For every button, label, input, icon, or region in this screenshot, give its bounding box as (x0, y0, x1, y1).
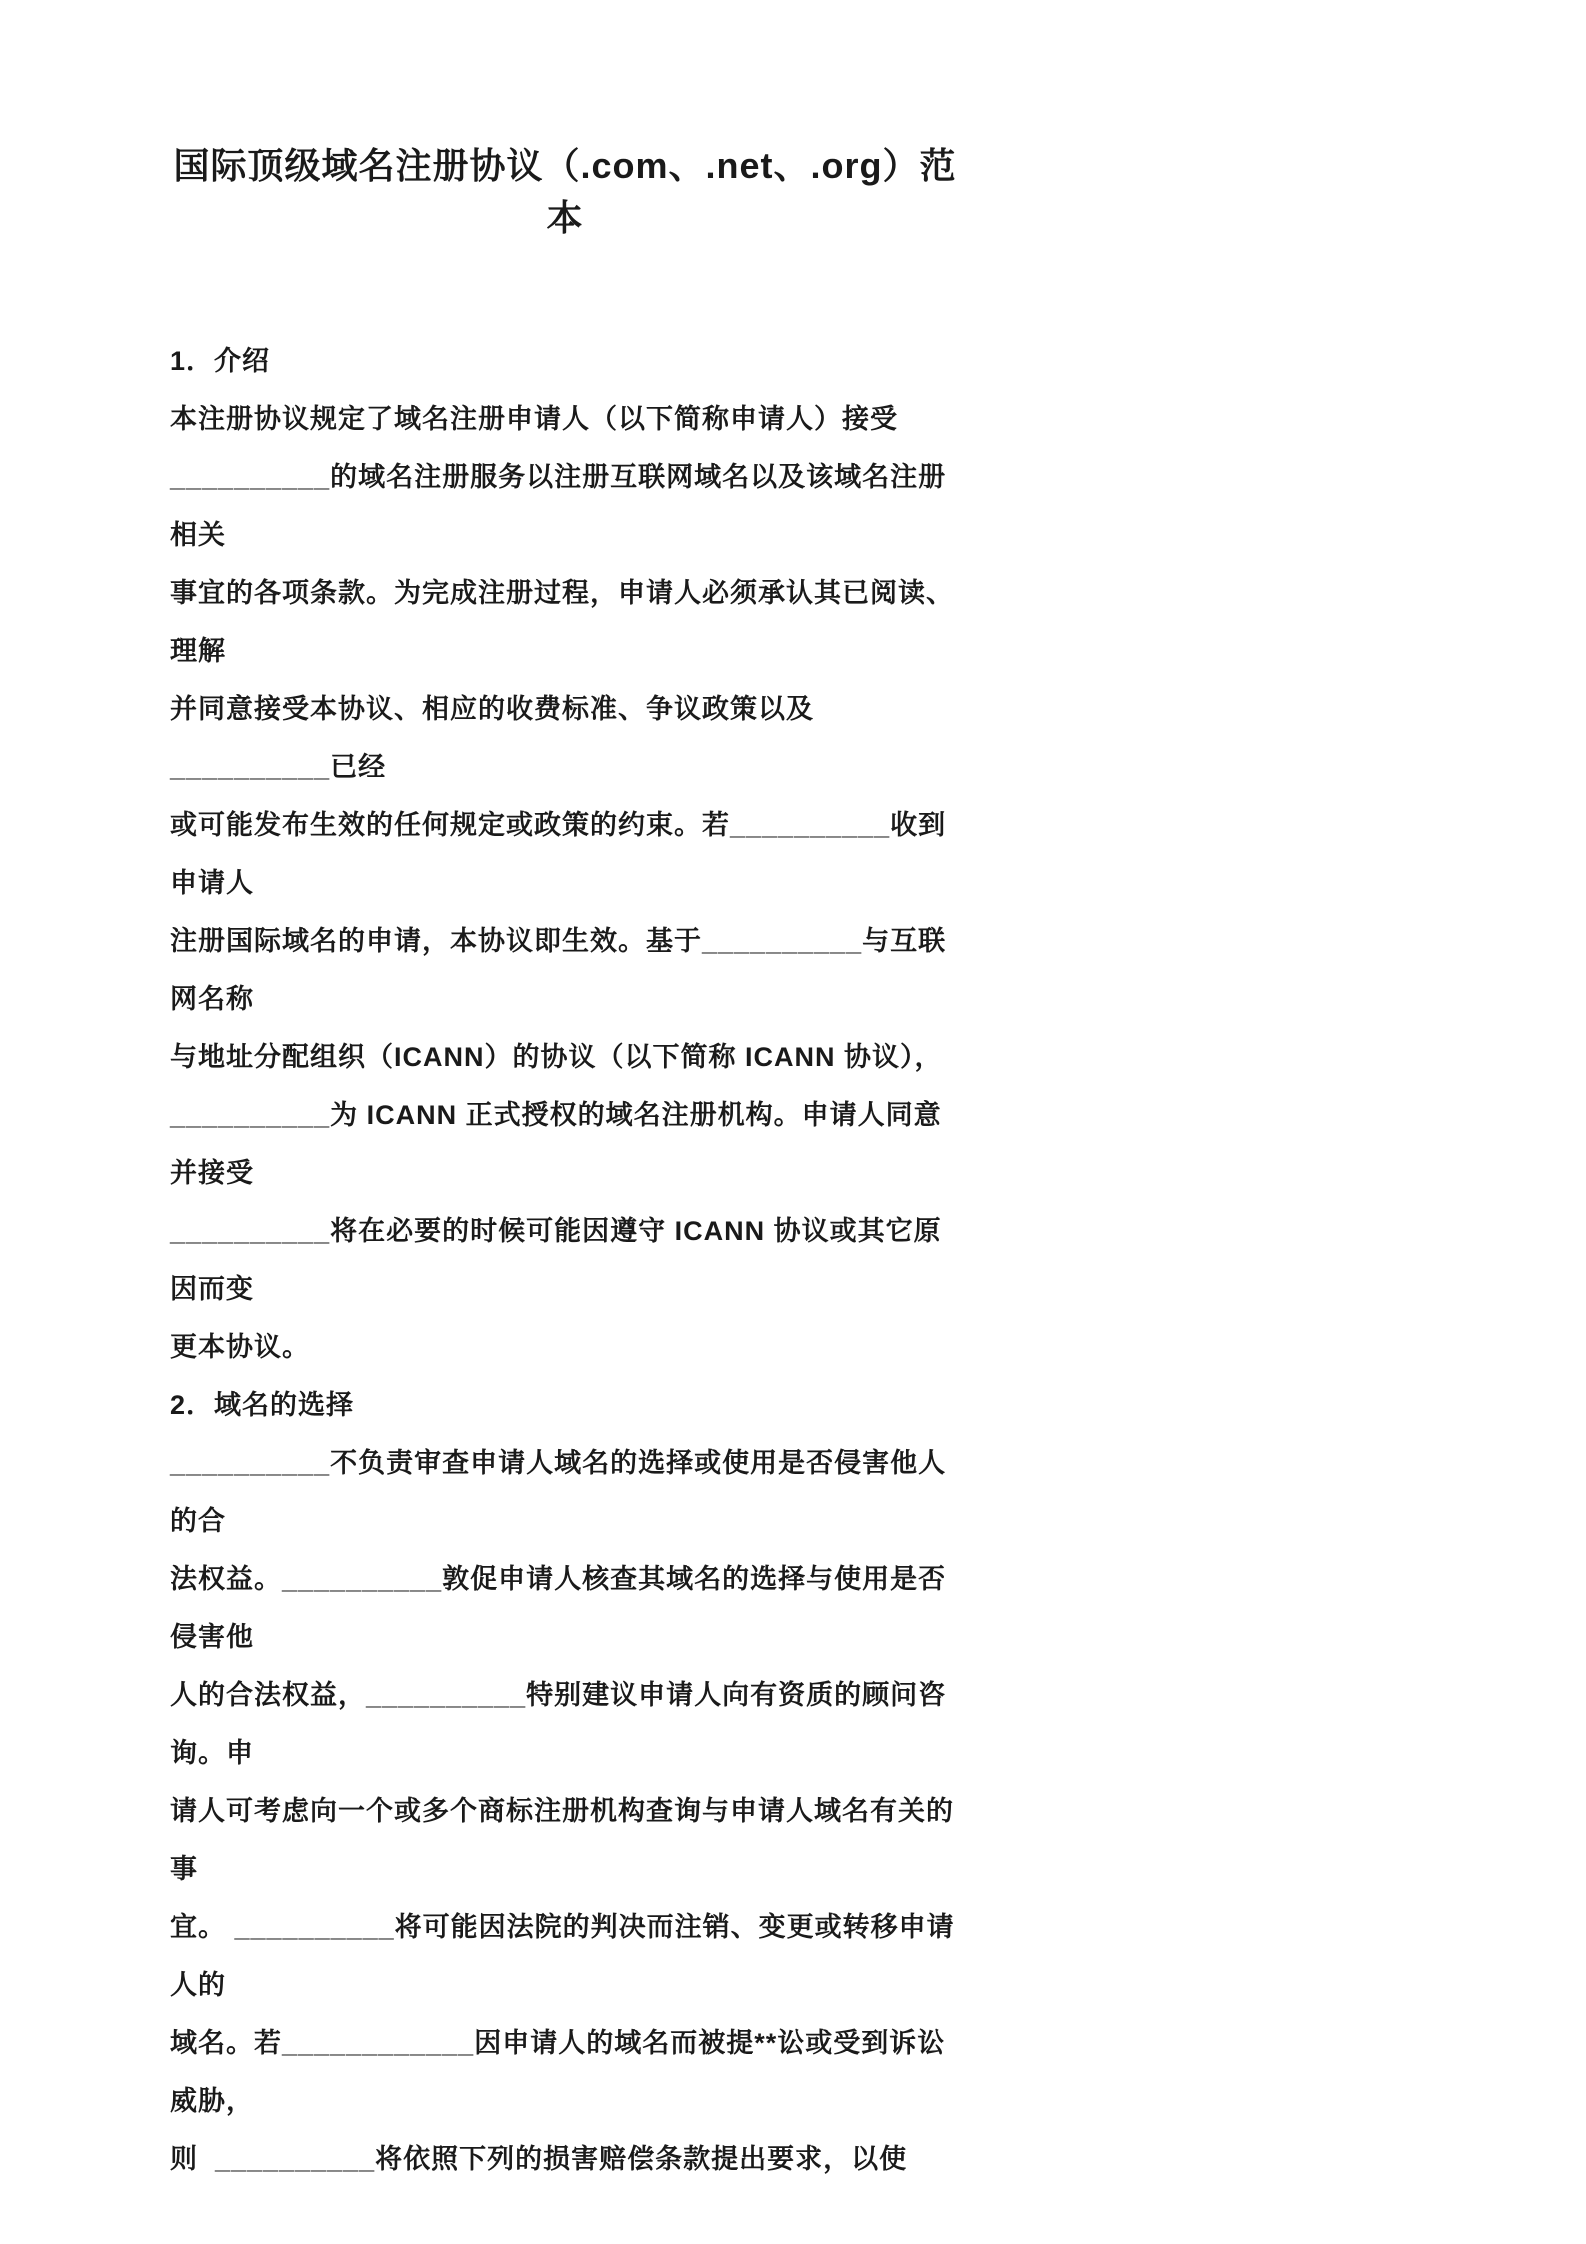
document-title: 国际顶级域名注册协议（.com、.net、.org）范本 (173, 145, 957, 238)
document-content (170, 140, 960, 2188)
body-line: __________为 ICANN 正式授权的域名注册机构。申请人同意并接受 (170, 1100, 942, 1188)
section-2-heading: 2．域名的选择 (170, 1390, 355, 1420)
body-line: 本注册协议规定了域名注册申请人（以下简称申请人）接受 (170, 404, 898, 434)
body-line: 更本协议。 (170, 1332, 310, 1362)
body-line: 宜。 __________将可能因法院的判决而注销、变更或转移申请人的 (170, 1912, 955, 2000)
body-line: 与地址分配组织（ICANN）的协议（以下简称 ICANN 协议）， (170, 1042, 943, 1072)
body-line: 人的合法权益，__________特别建议申请人向有资质的顾问咨询。申 (170, 1680, 947, 1768)
body-line: __________的域名注册服务以注册互联网域名以及该域名注册相关 (170, 462, 947, 550)
body-line: 或可能发布生效的任何规定或政策的约束。若__________收到申请人 (170, 810, 947, 898)
body-line: 则 __________将依照下列的损害赔偿条款提出要求，以使 (170, 2144, 908, 2174)
body-line: 事宜的各项条款。为完成注册过程，申请人必须承认其已阅读、理解 (170, 578, 954, 666)
body-line: 并同意接受本协议、相应的收费标准、争议政策以及__________已经 (170, 694, 814, 782)
body-line: 法权益。__________敦促申请人核查其域名的选择与使用是否侵害他 (170, 1564, 947, 1652)
body-line: __________不负责审查申请人域名的选择或使用是否侵害他人的合 (170, 1448, 947, 1536)
body-line: 请人可考虑向一个或多个商标注册机构查询与申请人域名有关的事 (170, 1796, 954, 1884)
body-line: __________将在必要的时候可能因遵守 ICANN 协议或其它原因而变 (170, 1216, 942, 1304)
section-introduction (170, 332, 960, 1376)
section-domain-choice (170, 1376, 960, 2188)
section-1-heading: 1．介绍 (170, 346, 271, 376)
body-line: 域名。若____________因申请人的域名而被提**讼或受到诉讼威胁， (170, 2028, 946, 2116)
body-line: 注册国际域名的申请，本协议即生效。基于__________与互联网名称 (170, 926, 947, 1014)
